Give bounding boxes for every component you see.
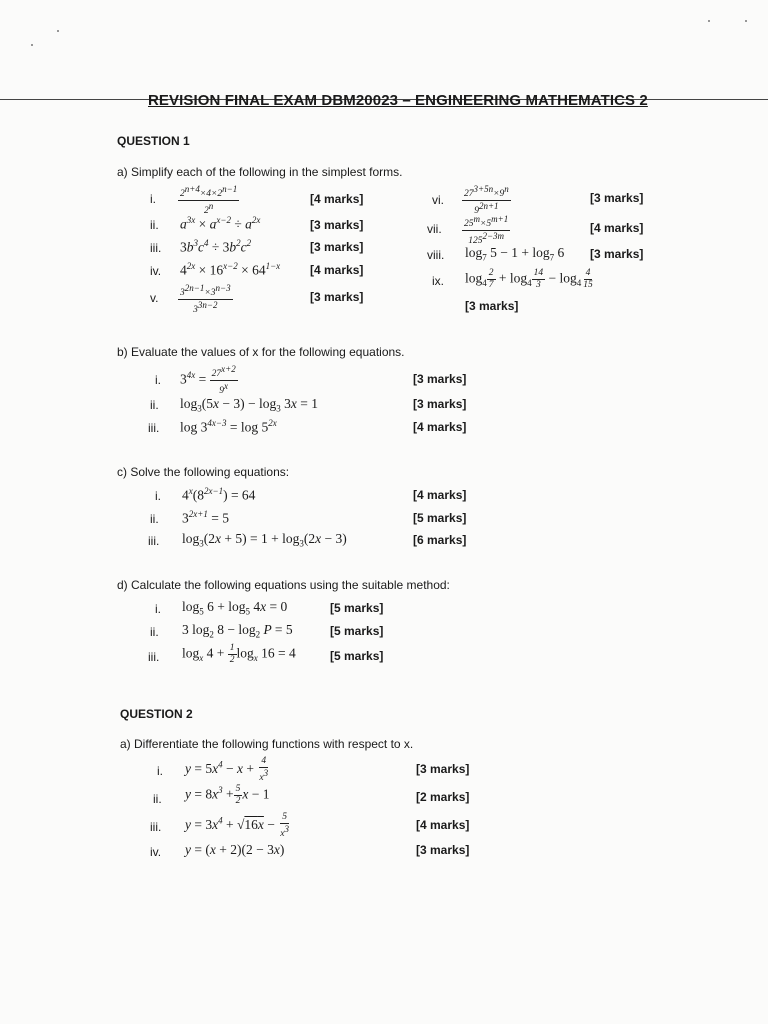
q2a-i-expression: $y = 5x^4 - x$ + $\frac{4}{x^3}$ [185, 756, 269, 784]
q2a-instruction: a) Differentiate the following functions with respect to x. [120, 737, 414, 751]
q1b-instruction: b) Evaluate the values of x for the following equations. [117, 345, 405, 359]
q1a-v-number: v. [150, 291, 159, 305]
q1a-ii-number: ii. [150, 218, 159, 232]
q1c-ii-expression: $3^{2x+1} = 5$ [182, 509, 229, 526]
q1b-iii-number: iii. [148, 421, 160, 435]
q1a-i-number: i. [150, 192, 156, 206]
q1a-vii-expression: $\frac{25^m\times 5^{m+1}}{125^{2-3m}}$ [464, 214, 509, 247]
q2a-iii-expression: $y = 3x^4 + √16x$ − $\frac{5}{x^3}$ [185, 812, 289, 840]
q1a-iv-marks: [4 marks] [310, 263, 364, 277]
q1d-iii-number: iii. [148, 650, 160, 664]
q1a-ix-marks: [3 marks] [465, 299, 519, 313]
q2a-iv-marks: [3 marks] [416, 843, 470, 857]
q2a-iv-number: iv. [150, 845, 162, 859]
q1a-vii-number: vii. [427, 222, 442, 236]
q1b-iii-marks: [4 marks] [413, 420, 467, 434]
q1a-iv-number: iv. [150, 264, 162, 278]
q1a-i-marks: [4 marks] [310, 192, 364, 206]
q2a-iii-marks: [4 marks] [416, 818, 470, 832]
q1d-iii-marks: [5 marks] [330, 649, 384, 663]
q1d-i-marks: [5 marks] [330, 601, 384, 615]
q1b-ii-number: ii. [150, 398, 159, 412]
q1c-i-number: i. [155, 489, 161, 503]
q1a-v-marks: [3 marks] [310, 290, 364, 304]
q1c-ii-marks: [5 marks] [413, 511, 467, 525]
q1c-iii-marks: [6 marks] [413, 533, 467, 547]
q2a-i-number: i. [157, 764, 163, 778]
q1d-ii-expression: 3 $\log_2 8 - \log_2 P = 5$ [182, 622, 293, 640]
q2a-i-marks: [3 marks] [416, 762, 470, 776]
q1a-ii-expression: $a^{3x} \times a^{x-2} \div a^{2x}$ [180, 215, 261, 232]
q1a-iii-expression: $3b^3c^4 \div 3b^2c^2$ [180, 238, 252, 255]
q1c-instruction: c) Solve the following equations: [117, 465, 290, 479]
q1b-i-number: i. [155, 373, 161, 387]
q1c-i-expression: $4^x(8^{2x-1}) = 64$ [182, 486, 256, 503]
q2a-ii-expression: $y = 8x^3$ + $\frac{5}{2}$ x − 1 [185, 784, 270, 806]
question-1-heading: QUESTION 1 [117, 134, 190, 148]
q1a-ix-number: ix. [432, 274, 444, 288]
q1a-viii-marks: [3 marks] [590, 247, 644, 261]
q1b-ii-marks: [3 marks] [413, 397, 467, 411]
q1b-i-expression: $3^{4x}$ = $\frac{27^{x+2}}{9^x}$ [180, 364, 236, 397]
q1d-ii-number: ii. [150, 625, 159, 639]
q1a-vi-expression: $\frac{27^{3+5n}\times 9^n}{9^{2n+1}}$ [464, 184, 509, 217]
q1a-vi-number: vi. [432, 193, 444, 207]
q1b-iii-expression: $\log 3^{4x-3} = \log 5^{2x}$ [180, 418, 277, 435]
question-2-heading: QUESTION 2 [120, 707, 193, 721]
q1a-vii-marks: [4 marks] [590, 221, 644, 235]
q1a-v-expression: $\frac{3^{2n-1}\times 3^{n-3}}{3^{3n-2}}$ [180, 283, 231, 316]
q1d-ii-marks: [5 marks] [330, 624, 384, 638]
q1a-ix-expression: $\log_4$ $\frac{2}{7}$ + $\log_4$ $\frac{14}{3}$ − $\log_4$ $\frac{4}{15}$ [465, 268, 593, 290]
q1d-i-expression: $\log_5 6 + \log_5 4x = 0$ [182, 599, 288, 617]
q1c-ii-number: ii. [150, 512, 159, 526]
q1a-viii-expression: $\log_7 5 - 1 + \log_7 6$ [465, 245, 565, 263]
q1d-i-number: i. [155, 602, 161, 616]
q1c-i-marks: [4 marks] [413, 488, 467, 502]
q1a-iv-expression: $4^{2x} \times 16^{x-2} \times 64^{1-x}$ [180, 261, 281, 278]
q1c-iii-expression: $\log_3(2x + 5) = 1 + \log_3(2x - 3)$ [182, 531, 347, 549]
q1a-i-expression: $\frac{2^{n+4}\times 4\times 2^{n-1}}{2^n}$ [180, 184, 238, 217]
q2a-ii-number: ii. [153, 792, 162, 806]
q1a-instruction: a) Simplify each of the following in the simplest forms. [117, 165, 403, 179]
q1c-iii-number: iii. [148, 534, 160, 548]
exam-title: REVISION FINAL EXAM DBM20023 – ENGINEERING MATHEMATICS 2 [148, 92, 648, 109]
q2a-ii-marks: [2 marks] [416, 790, 470, 804]
q1b-ii-expression: $\log_3(5x - 3) - \log_3 3x = 1$ [180, 396, 318, 414]
q2a-iv-expression: y = (x + 2)(2 − 3x) [185, 842, 285, 857]
q1a-vi-marks: [3 marks] [590, 191, 644, 205]
q1a-viii-number: viii. [427, 248, 445, 262]
q1a-iii-number: iii. [150, 241, 162, 255]
q1d-iii-expression: $\log_x 4$ + $\frac{1}{2}$ $\log_x 16 = 4$ [182, 643, 296, 665]
q1a-iii-marks: [3 marks] [310, 240, 364, 254]
q1b-i-marks: [3 marks] [413, 372, 467, 386]
q1a-ii-marks: [3 marks] [310, 218, 364, 232]
q1d-instruction: d) Calculate the following equations using the suitable method: [117, 578, 450, 592]
q2a-iii-number: iii. [150, 820, 162, 834]
